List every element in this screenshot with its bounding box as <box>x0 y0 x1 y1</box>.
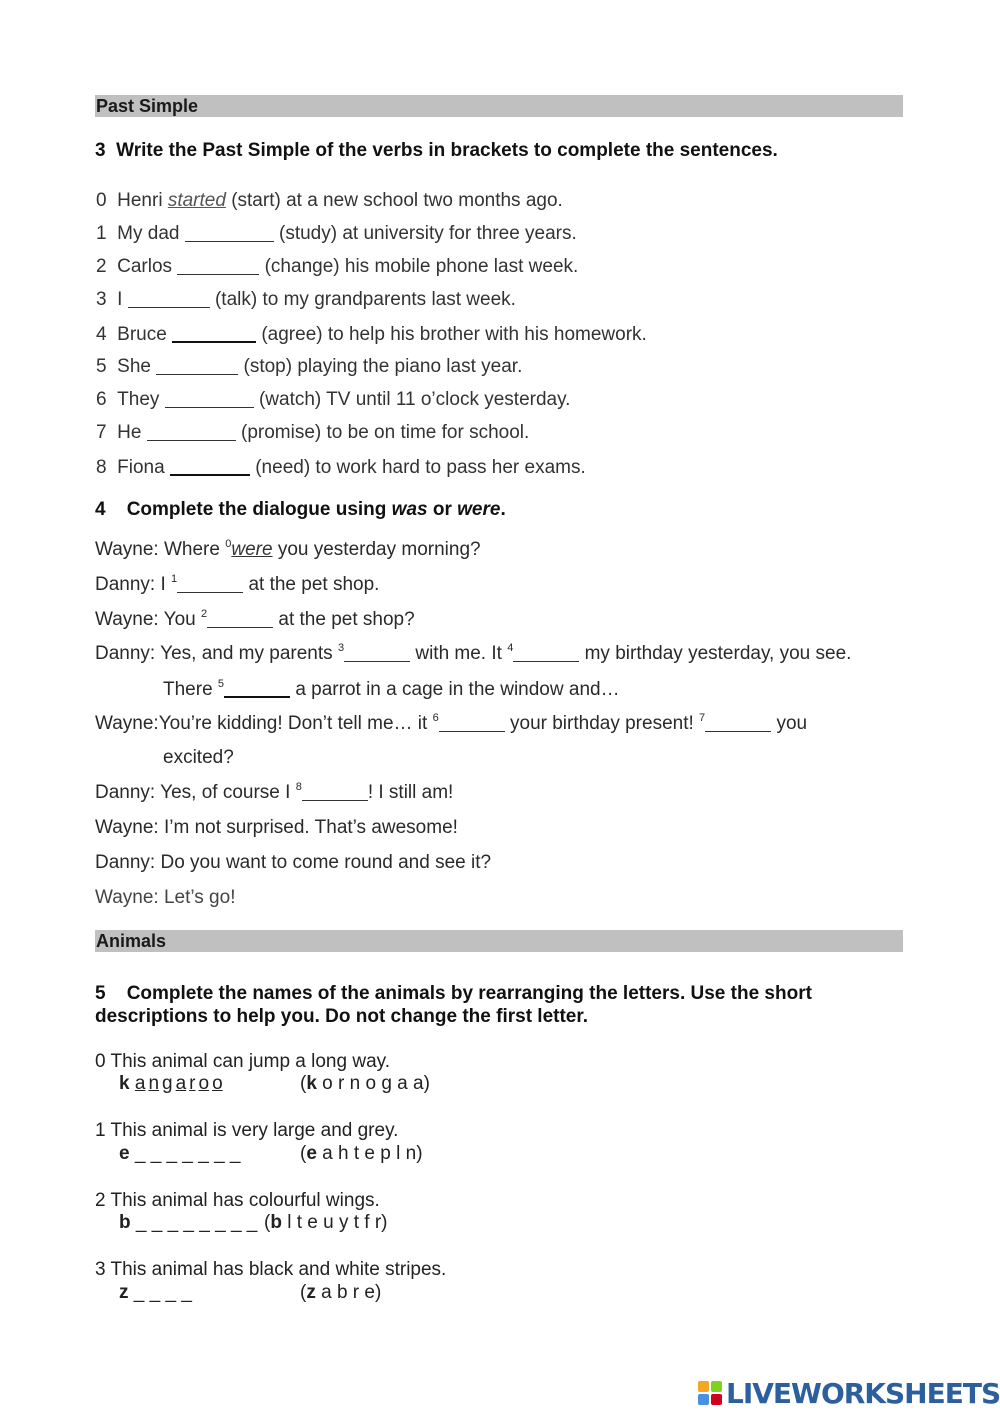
item-number: 7 <box>96 422 107 443</box>
item-number: 5 <box>96 356 107 377</box>
liveworksheets-logo[interactable] <box>698 1376 1000 1410</box>
dialogue-line-9: Wayne: I’m not surprised. That’s awesome! <box>95 817 458 838</box>
first-letter: b <box>119 1212 131 1233</box>
ex3-item-1 <box>96 223 577 245</box>
gap-number: 3 <box>337 642 345 654</box>
exercise-4-instruction <box>95 499 506 521</box>
dialogue-text: Danny: Yes, of course I <box>95 782 296 803</box>
answer-letter: n <box>148 1073 160 1094</box>
logo-square <box>698 1381 709 1392</box>
example-answer: started <box>167 190 226 211</box>
clue-letters: a b r e) <box>315 1282 382 1303</box>
dialogue-line-8 <box>95 782 453 804</box>
logo-square <box>711 1394 722 1405</box>
clue-first-letter: e <box>306 1143 317 1164</box>
answer-letter: o <box>212 1073 223 1094</box>
item-text-before: Bruce <box>117 324 173 345</box>
answer-blank[interactable] <box>165 389 254 408</box>
item-text-after: (study) at university for three years. <box>273 223 577 244</box>
answer-blank[interactable] <box>185 223 274 242</box>
gap-number: 4 <box>507 642 514 654</box>
ex3-item-0 <box>96 190 563 212</box>
instruction-text: Write the Past Simple of the verbs in brackets to complete the sentences. <box>116 140 778 161</box>
item-number: 2 <box>96 256 107 277</box>
answer-blank[interactable] <box>156 356 238 375</box>
answer-blank[interactable] <box>128 289 210 308</box>
clue-first-letter: b <box>270 1212 282 1233</box>
dialogue-text: Wayne:You’re kidding! Don’t tell me… it <box>95 713 433 734</box>
gap-number: 5 <box>217 678 225 690</box>
letter-blanks[interactable]: _ _ _ _ _ _ _ <box>129 1143 241 1164</box>
dialogue-line-3 <box>95 609 415 631</box>
logo-square <box>711 1381 722 1392</box>
ex5-item-1-answer[interactable] <box>119 1143 241 1165</box>
section-header-animals: Animals <box>95 930 903 952</box>
dialogue-line-5 <box>163 678 620 701</box>
item-text-before: Carlos <box>117 256 178 277</box>
dialogue-text: ! I still am! <box>367 782 454 803</box>
ex3-item-2 <box>96 256 578 278</box>
instruction-was: was <box>391 499 428 520</box>
ex5-item-0-clue: (k o r n o g a a) <box>300 1073 430 1094</box>
item-text-after: (start) at a new school two months ago. <box>225 190 563 211</box>
dialogue-text: with me. It <box>410 643 508 664</box>
dialogue-text: you yesterday morning? <box>272 539 481 560</box>
dialogue-text: your birthday present! <box>504 713 700 734</box>
instruction-text: Complete the dialogue using <box>126 499 392 520</box>
exercise-number: 4 <box>95 499 106 520</box>
answer-blank[interactable] <box>513 643 579 662</box>
dialogue-text: Wayne: Where <box>95 539 226 560</box>
exercise-number: 3 <box>95 140 106 161</box>
answer-blank[interactable] <box>705 713 771 732</box>
gap-number: 2 <box>200 608 208 620</box>
answer-letter: a <box>134 1073 146 1094</box>
item-number: 4 <box>96 324 107 345</box>
instruction-were: were <box>457 499 501 520</box>
item-number: 8 <box>96 457 107 478</box>
item-text-after: (change) his mobile phone last week. <box>259 256 579 277</box>
dialogue-line-4 <box>95 643 851 665</box>
ex5-item-2-description: 2 This animal has colourful wings. <box>95 1190 380 1211</box>
item-text-before: She <box>117 356 157 377</box>
ex3-item-5 <box>96 356 522 378</box>
dialogue-line-2 <box>95 574 379 596</box>
liveworksheets-logo-icon <box>698 1381 722 1405</box>
item-number: 6 <box>96 389 107 410</box>
first-letter: z <box>119 1282 129 1303</box>
example-answer-letters <box>135 1073 226 1094</box>
gap-number: 7 <box>699 712 706 724</box>
letter-blanks[interactable]: _ _ _ _ _ _ _ _ <box>130 1212 258 1233</box>
dialogue-line-6 <box>95 713 807 735</box>
dialogue-text: at the pet shop? <box>273 609 415 630</box>
section-header-past-simple: Past Simple <box>95 95 903 117</box>
dialogue-line-7: excited? <box>163 747 234 768</box>
answer-letter: a <box>175 1073 187 1094</box>
answer-blank[interactable] <box>170 456 250 476</box>
item-text-after: (stop) playing the piano last year. <box>238 356 523 377</box>
answer-blank[interactable] <box>177 256 259 275</box>
exercise-number: 5 <box>95 983 106 1004</box>
ex5-item-2-answer[interactable] <box>119 1212 257 1234</box>
instruction-text: Complete the names of the animals by rearranging the letters. Use the short <box>126 983 812 1004</box>
answer-blank[interactable] <box>302 782 368 801</box>
gap-number: 1 <box>171 573 178 585</box>
item-text-before: He <box>117 422 147 443</box>
dialogue-text: Danny: Yes, and my parents <box>95 643 338 664</box>
clue-first-letter: z <box>306 1282 316 1303</box>
ex5-item-1-clue: (e a h t e p l n) <box>300 1143 423 1164</box>
dialogue-line-1 <box>95 539 481 561</box>
answer-blank[interactable] <box>207 609 273 628</box>
answer-letter: o <box>198 1073 210 1094</box>
ex3-item-6 <box>96 389 570 411</box>
ex5-item-3-description: 3 This animal has black and white stripes. <box>95 1259 447 1280</box>
item-text-after: (talk) to my grandparents last week. <box>209 289 516 310</box>
item-text-before: My dad <box>117 223 185 244</box>
answer-blank[interactable] <box>177 574 243 593</box>
answer-blank[interactable] <box>344 643 410 662</box>
ex5-item-0-description: 0 This animal can jump a long way. <box>95 1051 391 1072</box>
item-text-after: (watch) TV until 11 o’clock yesterday. <box>253 389 571 410</box>
answer-blank[interactable] <box>172 323 256 343</box>
dialogue-text: at the pet shop. <box>243 574 380 595</box>
item-text-before: They <box>117 389 165 410</box>
ex5-item-3-clue: (z a b r e) <box>300 1282 382 1303</box>
ex5-item-1-description: 1 This animal is very large and grey. <box>95 1120 399 1141</box>
gap-number: 0 <box>225 538 232 550</box>
dialogue-text: Danny: I <box>95 574 172 595</box>
dialogue-text: Wayne: You <box>95 609 201 630</box>
dialogue-text: There <box>163 679 218 700</box>
item-text-before: Fiona <box>117 457 170 478</box>
answer-letter: r <box>189 1073 196 1094</box>
ex5-item-0-answer <box>119 1073 226 1095</box>
answer-letter: g <box>162 1073 173 1094</box>
answer-blank[interactable] <box>147 422 236 441</box>
dialogue-line-10: Danny: Do you want to come round and see it? <box>95 852 492 873</box>
item-text-before: Henri <box>117 190 168 211</box>
instruction-or: or <box>427 499 458 520</box>
letter-blanks[interactable]: _ _ _ _ <box>128 1282 192 1303</box>
example-answer: were <box>231 539 273 560</box>
ex3-item-4 <box>96 323 647 346</box>
dialogue-text: my birthday yesterday, you see. <box>579 643 852 664</box>
dialogue-line-11: Wayne: Let’s go! <box>95 887 236 908</box>
first-letter: k <box>119 1073 130 1094</box>
answer-blank[interactable] <box>224 678 290 698</box>
answer-blank[interactable] <box>439 713 505 732</box>
clue-first-letter: k <box>306 1073 317 1094</box>
item-text-after: (agree) to help his brother with his homework. <box>256 324 647 345</box>
item-text-after: (promise) to be on time for school. <box>235 422 530 443</box>
ex3-item-8 <box>96 456 586 479</box>
item-text-before: I <box>117 289 128 310</box>
item-number: 1 <box>96 223 107 244</box>
item-text-after: (need) to work hard to pass her exams. <box>249 457 586 478</box>
instruction-end: . <box>500 499 506 520</box>
dialogue-text: you <box>771 713 808 734</box>
clue-letters: l t e u y t f r) <box>281 1212 388 1233</box>
ex3-item-3 <box>96 289 516 311</box>
logo-text: LIVEWORKSHEETS <box>726 1376 1000 1410</box>
gap-number: 6 <box>432 712 439 724</box>
item-number: 0 <box>96 190 107 211</box>
ex5-item-3-answer[interactable] <box>119 1282 192 1304</box>
clue-letters: o r n o g a a) <box>316 1073 430 1094</box>
item-number: 3 <box>96 289 107 310</box>
instruction-text: descriptions to help you. Do not change the first letter. <box>95 1006 588 1027</box>
first-letter: e <box>119 1143 130 1164</box>
dialogue-text: a parrot in a cage in the window and… <box>290 679 620 700</box>
gap-number: 8 <box>295 781 302 793</box>
logo-square <box>698 1394 709 1405</box>
exercise-3-instruction <box>95 140 778 162</box>
exercise-5-instruction <box>95 982 812 1028</box>
ex3-item-7 <box>96 422 529 444</box>
ex5-item-2-clue: (b l t e u y t f r) <box>264 1212 388 1233</box>
clue-letters: a h t e p l n) <box>316 1143 423 1164</box>
